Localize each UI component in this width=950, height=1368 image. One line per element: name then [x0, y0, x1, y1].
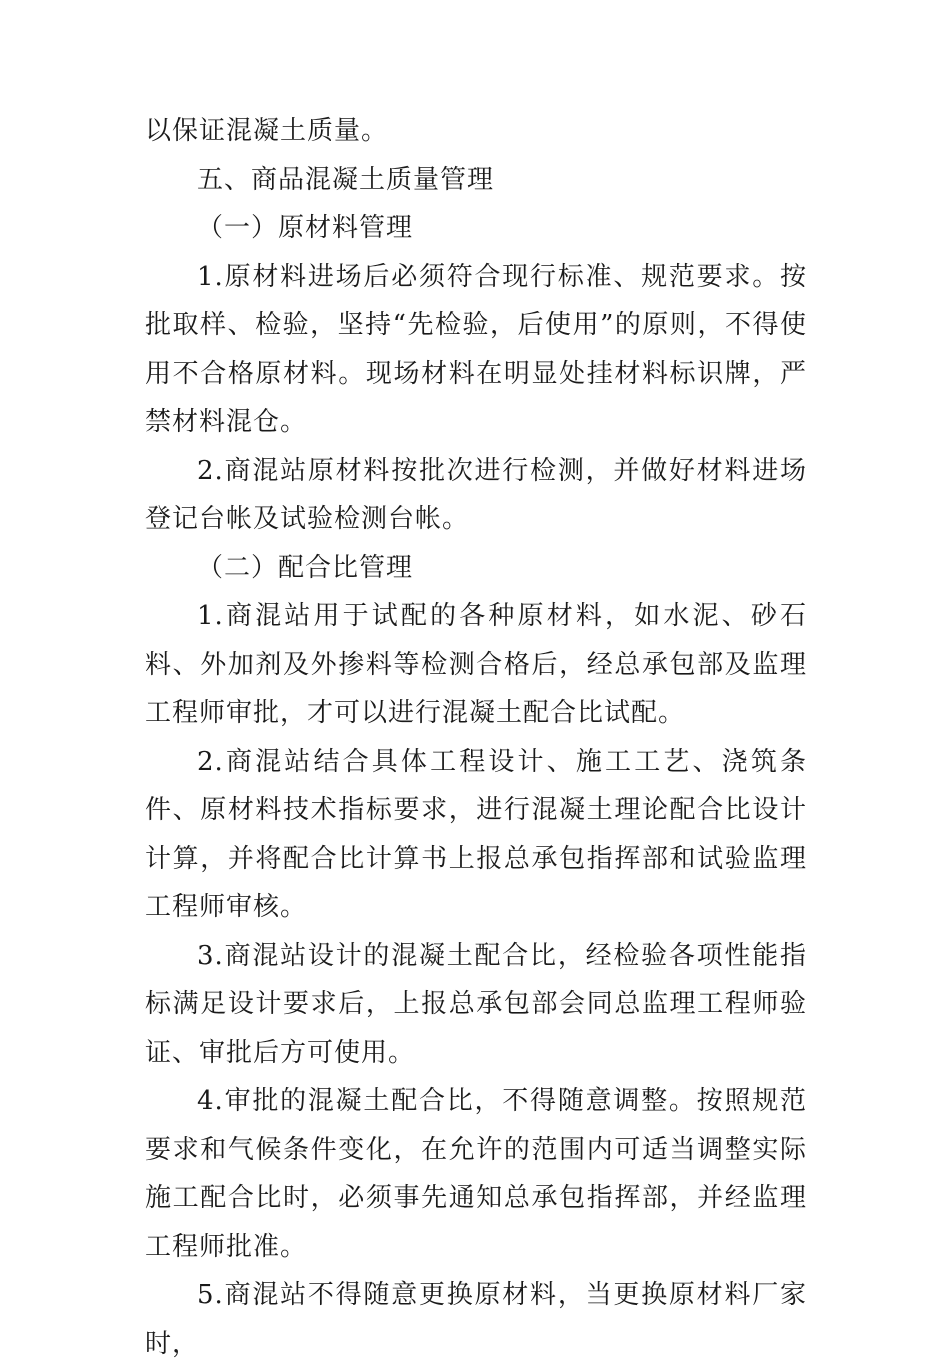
document-body — [145, 107, 807, 1368]
body-paragraph: 1.原材料进场后必须符合现行标准、规范要求。按批取样、检验，坚持“先检验，后使用”的原则，不得使用不合格原材料。现场材料在明显处挂材料标识牌，严禁材料混仓。 — [145, 261, 807, 437]
section-heading: 五、商品混凝土质量管理 — [197, 164, 495, 195]
continuation-paragraph: 以保证混凝土质量。 — [145, 116, 389, 146]
body-paragraph: 2.商混站原材料按批次进行检测，并做好材料进场登记台帐及试验检测台帐。 — [145, 455, 807, 534]
body-paragraph: 3.商混站设计的混凝土配合比，经检验各项性能指标满足设计要求后，上报总承包部会同总监理工程师验证、审批后方可使用。 — [145, 940, 807, 1068]
body-paragraph: 5.商混站不得随意更换原材料，当更换原材料厂家时， — [145, 1280, 807, 1359]
subsection-heading-mix-ratio: （二）配合比管理 — [197, 552, 414, 583]
subsection-heading-raw-materials: （一）原材料管理 — [197, 213, 414, 243]
body-paragraph: 2.商混站结合具体工程设计、施工工艺、浇筑条件、原材料技术指标要求，进行混凝土理论配合比设计计算，并将配合比计算书上报总承包指挥部和试验监理工程师审核。 — [145, 746, 807, 922]
body-paragraph: 4.审批的混凝土配合比，不得随意调整。按照规范要求和气候条件变化，在允许的范围内可适当调整实际施工配合比时，必须事先通知总承包指挥部，并经监理工程师批准。 — [145, 1086, 807, 1262]
body-paragraph: 1.商混站用于试配的各种原材料，如水泥、砂石料、外加剂及外掺料等检测合格后，经总承包部及监理工程师审批，才可以进行混凝土配合比试配。 — [145, 601, 807, 728]
